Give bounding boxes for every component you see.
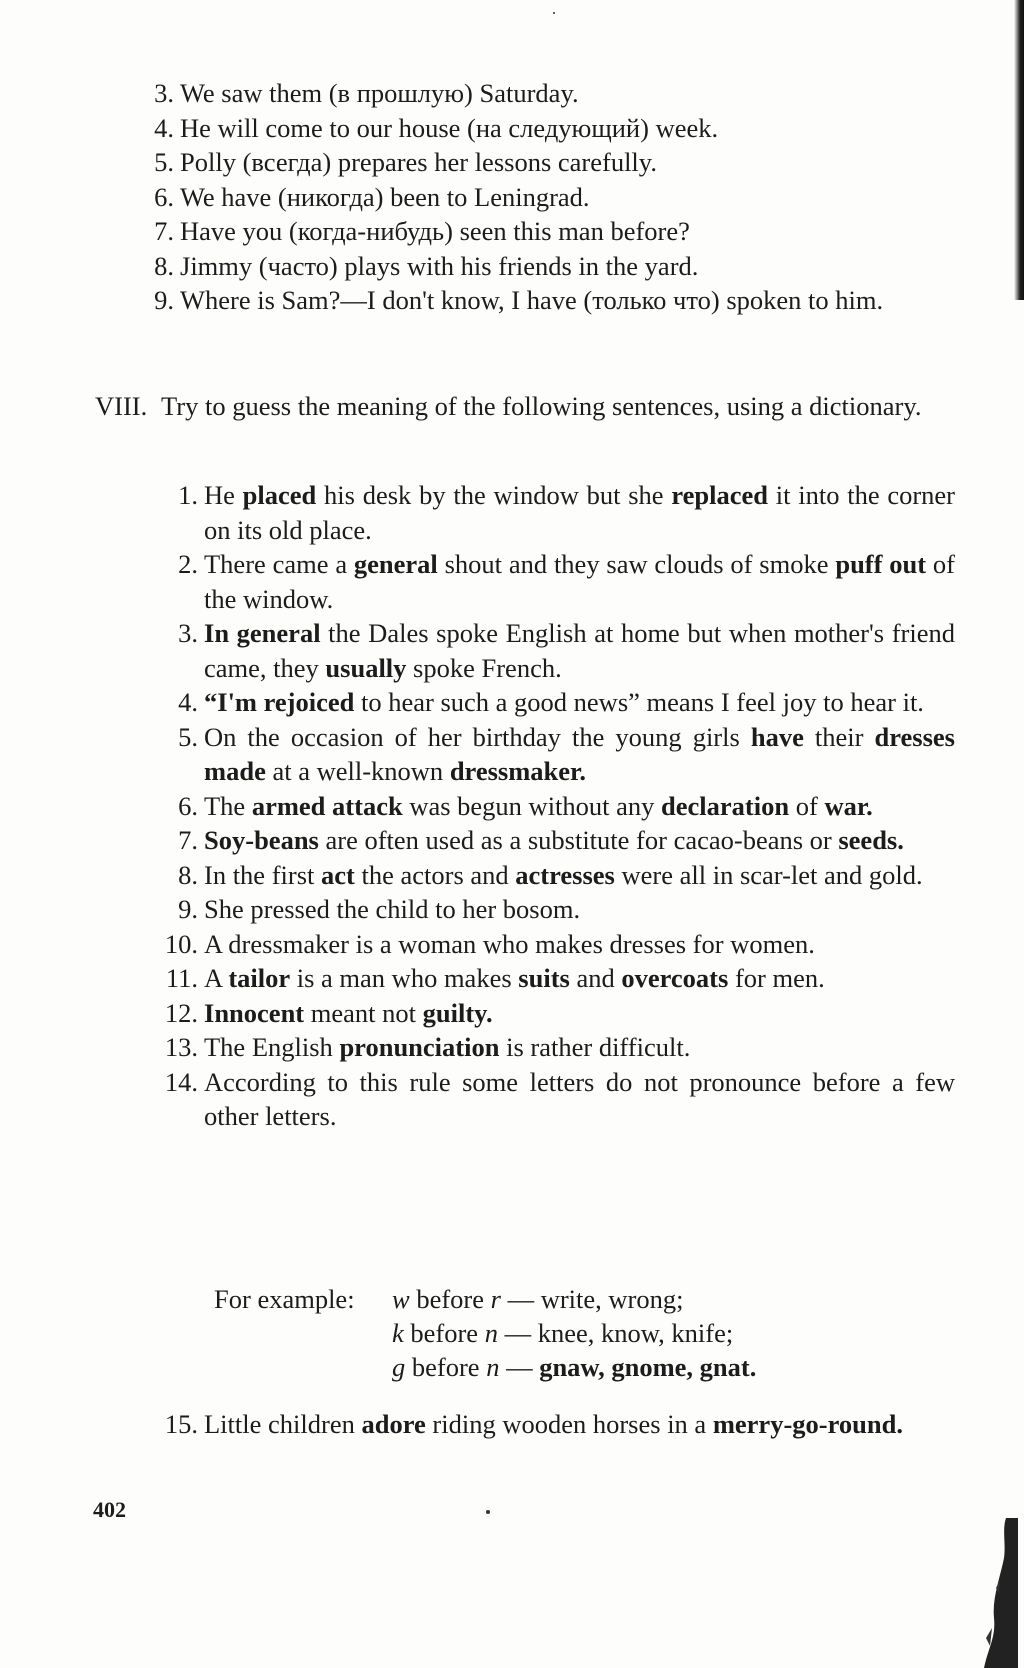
item-text: Jimmy (часто) plays with his friends in the yard. xyxy=(180,250,699,281)
example-row xyxy=(214,1282,914,1316)
item-number: 11. xyxy=(165,963,198,993)
item-number: 10. xyxy=(164,928,198,959)
item-number: 4. xyxy=(178,687,198,717)
item-text: Polly (всегда) prepares her lessons carefully. xyxy=(180,147,657,177)
item-number: 8. xyxy=(154,250,174,281)
item-number: 7. xyxy=(154,216,174,246)
item-number: 3. xyxy=(154,78,174,108)
item-text: Soy-beans are often used as a substitute for cacao-beans or seeds. xyxy=(204,825,904,855)
item-number: 3. xyxy=(178,618,198,648)
item-number: 15. xyxy=(164,1409,198,1439)
item-text: In the first act the actors and actresses were all in scar-let and gold. xyxy=(204,859,923,890)
item-text: Have you (когда-нибудь) seen this man before? xyxy=(180,216,690,246)
exercise-viii-final xyxy=(150,1407,955,1442)
exercise-instruction: Try to guess the meaning of the following sentences, using a dictionary. xyxy=(161,391,922,421)
list-item xyxy=(150,547,955,616)
example-block xyxy=(214,1282,914,1384)
list-item xyxy=(150,478,955,547)
list-item xyxy=(150,1065,955,1134)
list-item xyxy=(150,961,955,996)
example-rule: k before n — knee, know, knife; xyxy=(392,1318,734,1348)
example-rule: w before r — write, wrong; xyxy=(392,1284,684,1314)
list-item xyxy=(150,892,955,927)
example-row xyxy=(214,1316,914,1350)
list-item xyxy=(150,145,955,180)
item-text: We saw them (в прошлую) Saturday. xyxy=(180,78,579,108)
exercise-viii-heading xyxy=(95,390,955,423)
print-speck xyxy=(553,12,555,14)
example-rule: g before n — gnaw, gnome, gnat. xyxy=(392,1352,757,1382)
page-edge-shadow xyxy=(1014,0,1024,300)
item-text: He will come to our house (на следующий) week. xyxy=(180,112,719,143)
exercise-vii-list xyxy=(150,76,955,318)
item-number: 6. xyxy=(154,181,174,212)
list-item xyxy=(150,789,955,824)
item-text: She pressed the child to her bosom. xyxy=(204,894,581,924)
list-item xyxy=(150,616,955,685)
example-lead: For example: xyxy=(214,1284,355,1314)
item-number: 14. xyxy=(164,1066,198,1097)
list-item xyxy=(150,1030,955,1065)
item-number: 1. xyxy=(178,480,198,510)
item-text: On the occasion of her birthday the young girls have their dresses made at a well-known dressmaker. xyxy=(204,721,955,786)
example-row xyxy=(214,1350,914,1384)
item-number: 12. xyxy=(164,997,198,1028)
item-text: The armed attack was begun without any declaration of war. xyxy=(204,790,873,821)
list-item xyxy=(150,283,955,318)
item-number: 2. xyxy=(178,549,198,579)
item-text: There came a general shout and they saw clouds of smoke puff out of the window. xyxy=(204,549,955,614)
list-item xyxy=(150,996,955,1031)
item-number: 8. xyxy=(178,859,198,890)
list-item xyxy=(150,927,955,962)
list-item xyxy=(150,180,955,215)
item-text: Little children adore riding wooden horses in a merry-go-round. xyxy=(204,1409,903,1439)
item-number: 9. xyxy=(154,285,174,315)
item-number: 5. xyxy=(178,721,198,752)
page-number: 402 xyxy=(93,1497,126,1522)
item-text: “I'm rejoiced to hear such a good news” means I feel joy to hear it. xyxy=(204,687,924,717)
item-text: The English pronunciation is rather difficult. xyxy=(204,1032,691,1062)
exercise-viii-sentences xyxy=(150,478,955,1134)
page-damage-mark xyxy=(966,1518,1018,1668)
list-item xyxy=(150,249,955,284)
item-text: Innocent meant not guilty. xyxy=(204,997,493,1028)
item-text: We have (никогда) been to Leningrad. xyxy=(180,181,590,212)
item-number: 6. xyxy=(178,790,198,821)
item-text: A dressmaker is a woman who makes dresses for women. xyxy=(204,928,815,959)
item-number: 13. xyxy=(164,1032,198,1062)
list-item xyxy=(150,214,955,249)
exercise-number: VIII. xyxy=(95,391,148,421)
item-number: 4. xyxy=(154,112,174,143)
list-item xyxy=(150,685,955,720)
item-number: 7. xyxy=(178,825,198,855)
list-item xyxy=(150,1407,955,1442)
item-text: A tailor is a man who makes suits and overcoats for men. xyxy=(204,963,825,993)
list-item xyxy=(150,720,955,789)
list-item xyxy=(150,76,955,111)
item-number: 9. xyxy=(178,894,198,924)
item-text: In general the Dales spoke English at home but when mother's friend came, they usually spoke French. xyxy=(204,618,955,683)
print-speck xyxy=(486,1510,490,1514)
item-text: He placed his desk by the window but she replaced it into the corner on its old place. xyxy=(204,480,956,545)
item-text: Where is Sam?—I don't know, I have (только что) spoken to him. xyxy=(180,285,884,315)
list-item xyxy=(150,111,955,146)
list-item xyxy=(150,858,955,893)
item-text: According to this rule some letters do not pronounce before a few other letters. xyxy=(204,1066,955,1131)
list-item xyxy=(150,823,955,858)
item-number: 5. xyxy=(154,147,174,177)
